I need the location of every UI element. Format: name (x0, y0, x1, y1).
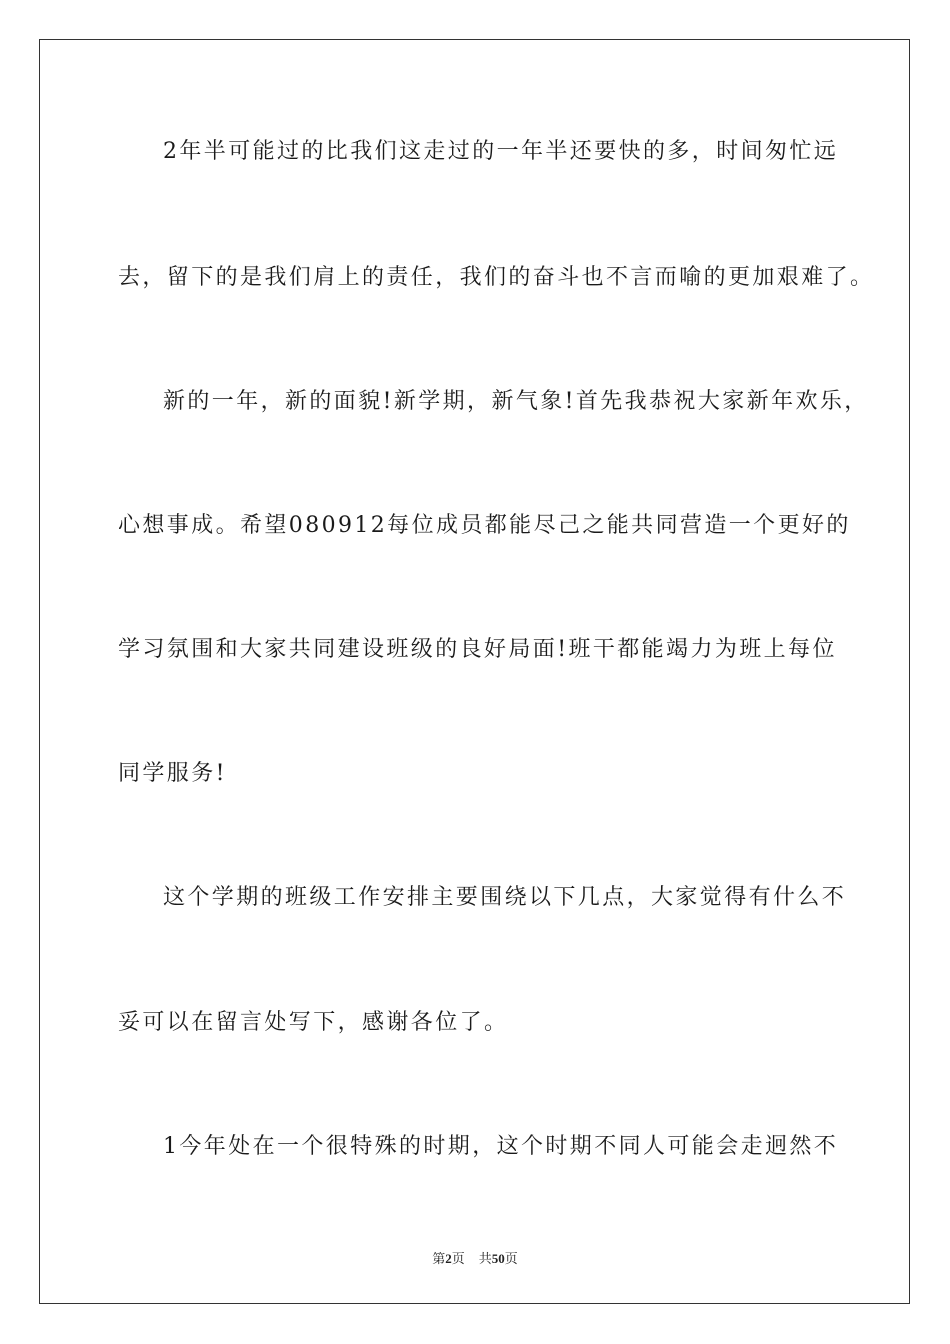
paragraph-2-line-3: 学习氛围和大家共同建设班级的良好局面!班干都能竭力为班上每位 (118, 637, 837, 662)
total-prefix: 共 (478, 1251, 492, 1266)
total-pages: 50 (491, 1251, 505, 1266)
paragraph-1-line-1: 2年半可能过的比我们这走过的一年半还要快的多，时间匆忙远 (163, 139, 839, 164)
paragraph-1-line-2: 去，留下的是我们肩上的责任，我们的奋斗也不言而喻的更加艰难了。 (118, 265, 875, 290)
page-border (39, 39, 910, 1304)
paragraph-3-line-2: 妥可以在留言处写下，感谢各位了。 (118, 1010, 509, 1035)
total-suffix: 页 (504, 1251, 518, 1266)
page-footer (0, 1248, 950, 1267)
paragraph-2-line-2: 心想事成。希望080912每位成员都能尽己之能共同营造一个更好的 (118, 513, 851, 538)
paragraph-3-line-1: 这个学期的班级工作安排主要围绕以下几点，大家觉得有什么不 (163, 885, 847, 910)
paragraph-2-line-1: 新的一年，新的面貌!新学期，新气象!首先我恭祝大家新年欢乐， (163, 389, 869, 414)
page-number: 2 (445, 1251, 452, 1266)
page-prefix: 第 (432, 1251, 446, 1266)
paragraph-2-line-4: 同学服务! (118, 761, 227, 786)
page-suffix: 页 (451, 1251, 465, 1266)
paragraph-4-line-1: 1今年处在一个很特殊的时期，这个时期不同人可能会走迥然不 (163, 1134, 839, 1159)
